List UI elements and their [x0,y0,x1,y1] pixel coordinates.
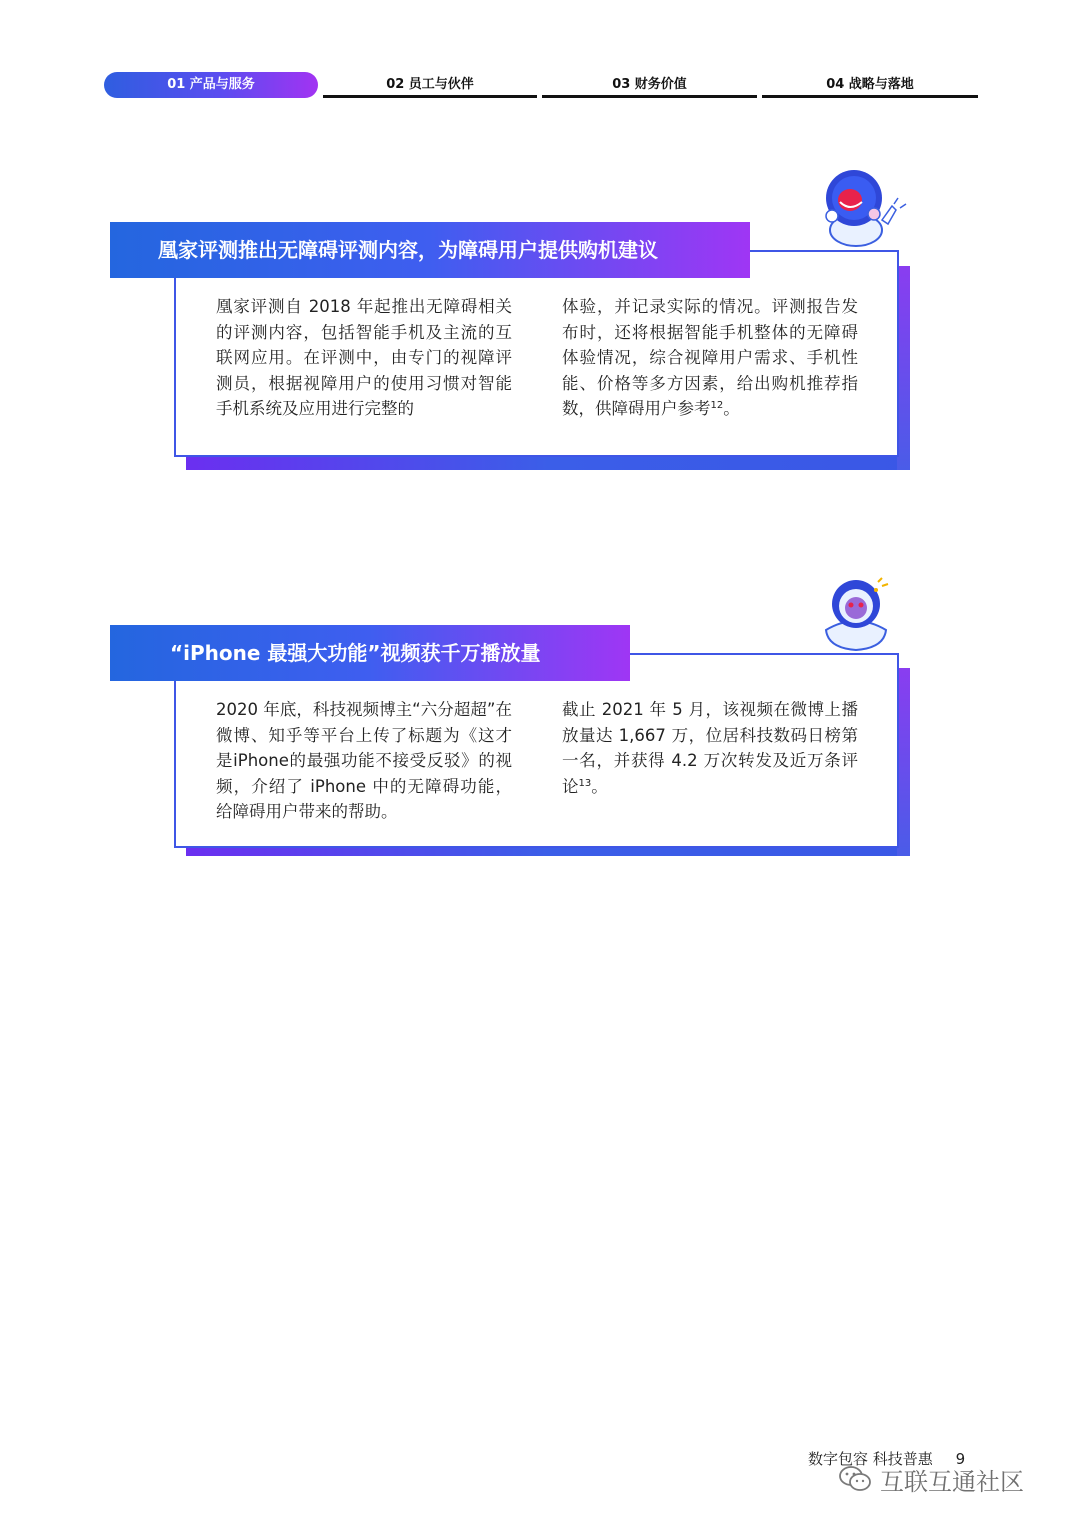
astronaut-illustration [816,164,908,254]
watermark-text: 互联互通社区 [880,1467,1024,1496]
paragraph-end: 。 [591,776,608,796]
watermark [838,1462,1024,1496]
left-paragraph: 凰家评测自 2018 年起推出无障碍相关的评测内容，包括智能手机及主流的互联网应用。在评测中，由专门的视障评测员，根据视障用户的使用习惯对智能手机系统及应用进行完整的 [216,297,512,418]
right-paragraph [562,697,858,799]
tab-strategy-implementation[interactable]: 04 战略与落地 [762,72,978,98]
footnote-ref[interactable]: 12 [710,400,724,411]
card-shadow [186,456,910,470]
right-paragraph-text: 截止 2021 年 5 月，该视频在微博上播放量达 1,667 万，位居科技数码日榜第一名，并获得 4.2 万次转发及近万条评论 [562,700,858,796]
footnote-ref[interactable]: 13 [578,777,592,789]
paragraph-end: 。 [723,399,740,418]
page-number: 9 [955,1450,966,1468]
tab-employees-partners[interactable]: 02 员工与伙伴 [323,72,537,98]
section-nav [104,72,978,100]
astronaut-illustration [818,572,894,654]
tab-products-services[interactable]: 01 产品与服务 [104,72,318,98]
tab-financial-value[interactable]: 03 财务价值 [542,72,757,98]
left-paragraph: 2020 年底，科技视频博主“六分超超”在微博、知乎等平台上传了标题为《这才是iPhone的最强功能不接受反驳》的视频，介绍了 iPhone 中的无障碍功能，给障碍用户带来的帮助。 [216,700,512,821]
right-paragraph [562,294,858,422]
section-title: “iPhone 最强大功能”视频获千万播放量 [110,625,630,681]
section-title: 凰家评测推出无障碍评测内容，为障碍用户提供购机建议 [110,222,750,278]
wechat-icon [838,1464,872,1494]
right-paragraph-text: 体验，并记录实际的情况。评测报告发布时，还将根据智能手机整体的无障碍体验情况，综合视障用户需求、手机性能、价格等多方因素，给出购机推荐指数，供障碍用户参考 [562,297,858,418]
footer-slogan-text: 数字包容 科技普惠 [808,1450,933,1468]
